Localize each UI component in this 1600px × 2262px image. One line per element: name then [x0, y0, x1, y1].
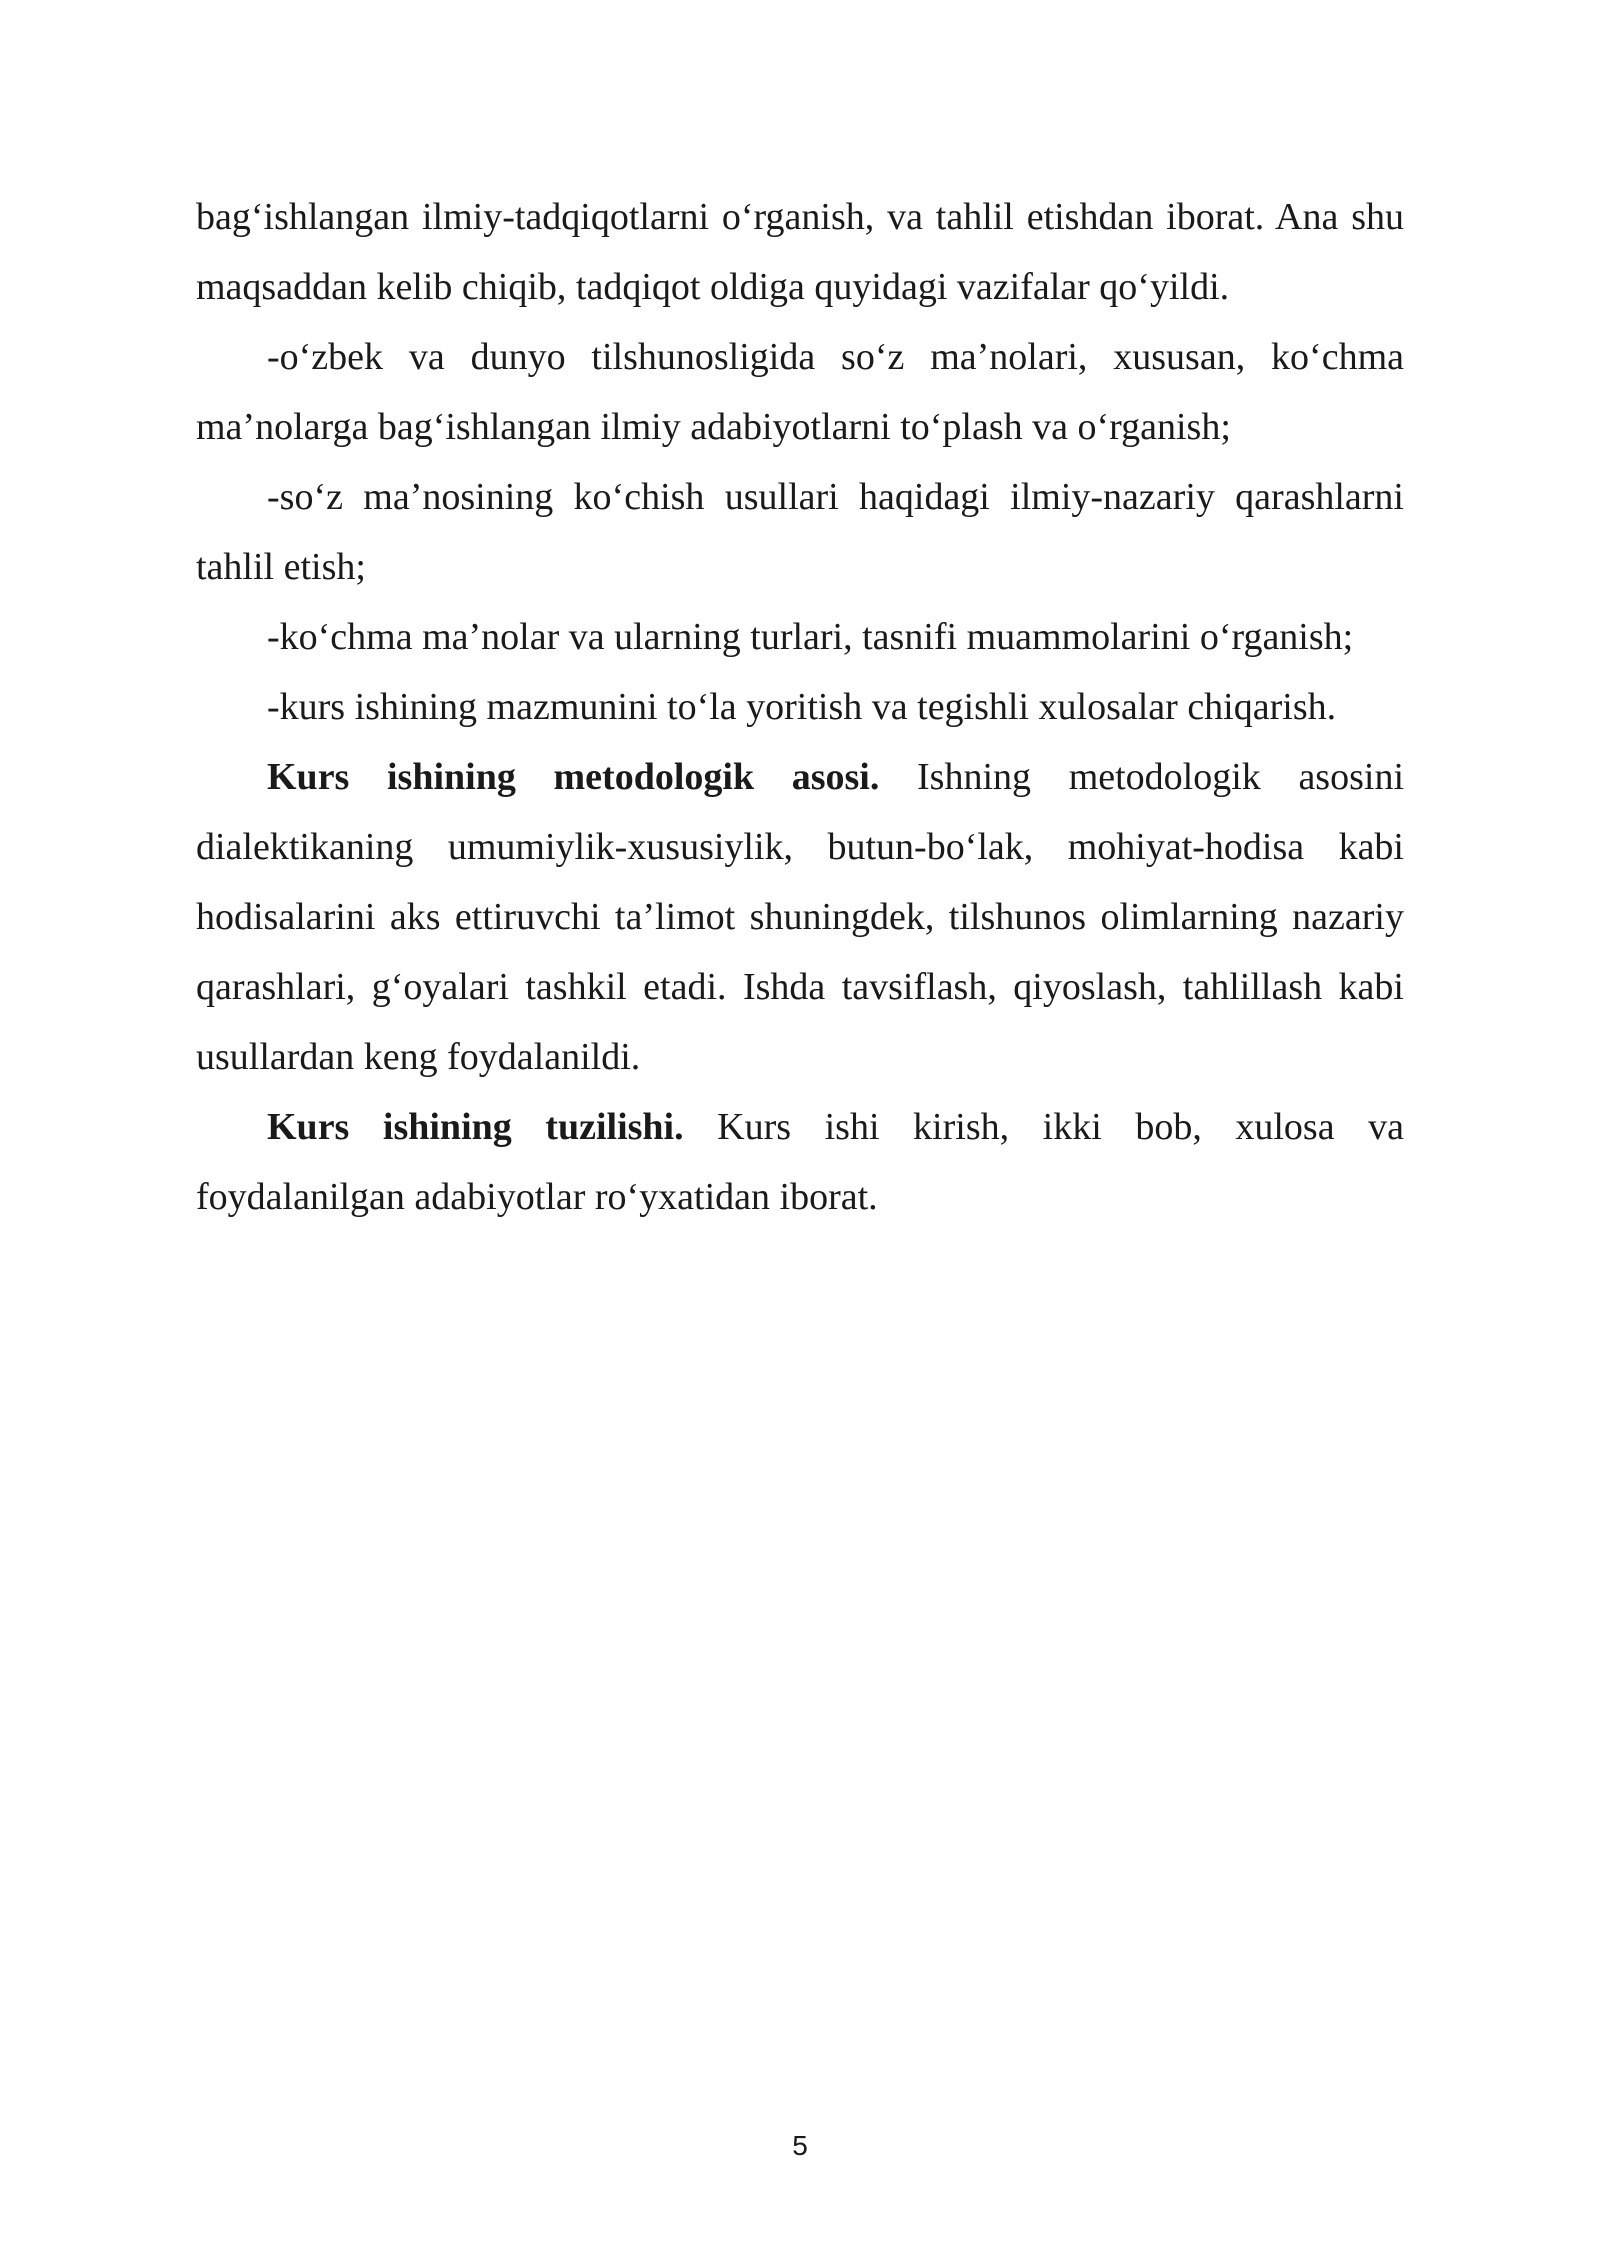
- task-item-figurative-meanings: -ko‘chma ma’nolar va ularning turlari, tasnifi muammolarini o‘rganish;: [267, 616, 1354, 658]
- task-item-literature: -o‘zbek va dunyo tilshunosligida so‘z ma’nolari, xususan, ko‘chma ma’nolarga bag‘ishlangan ilmiy adabiyotlarni to‘plash va o‘rganish;: [196, 336, 1404, 448]
- paragraph-structure: [196, 1092, 1404, 1232]
- body-text: [196, 182, 1404, 1232]
- task-item-meaning-transfer: -so‘z ma’nosining ko‘chish usullari haqidagi ilmiy-nazariy qarashlarni tahlil etish;: [196, 476, 1404, 588]
- page-number: 5: [792, 2130, 808, 2161]
- structure-heading: Kurs ishining tuzilishi.: [267, 1106, 684, 1148]
- paragraph-intro-continuation: bag‘ishlangan ilmiy-tadqiqotlarni o‘rganish, va tahlil etishdan iborat. Ana shu maqsaddan kelib chiqib, tadqiqot oldiga quyidagi vazifalar qo‘yildi.: [196, 196, 1404, 308]
- task-item-conclusions: -kurs ishining mazmunini to‘la yoritish va tegishli xulosalar chiqarish.: [267, 686, 1337, 728]
- paragraph-methodology: [196, 742, 1404, 1092]
- methodology-text: Ishning metodologik asosini dialektikaning umumiylik-xususiylik, butun-bo‘lak, mohiyat-hodisa kabi hodisalarini aks ettiruvchi ta’limot shuningdek, tilshunos olimlarning nazariy qarashlari, g‘oyalari tashkil etadi. Ishda tavsiflash, qiyoslash, tahlillash kabi usullardan keng foydalanildi.: [196, 756, 1404, 1078]
- structure-text: Kurs ishi kirish, ikki bob, xulosa va foydalanilgan adabiyotlar ro‘yxatidan iborat.: [196, 1106, 1405, 1218]
- methodology-heading: Kurs ishining metodologik asosi.: [267, 756, 880, 798]
